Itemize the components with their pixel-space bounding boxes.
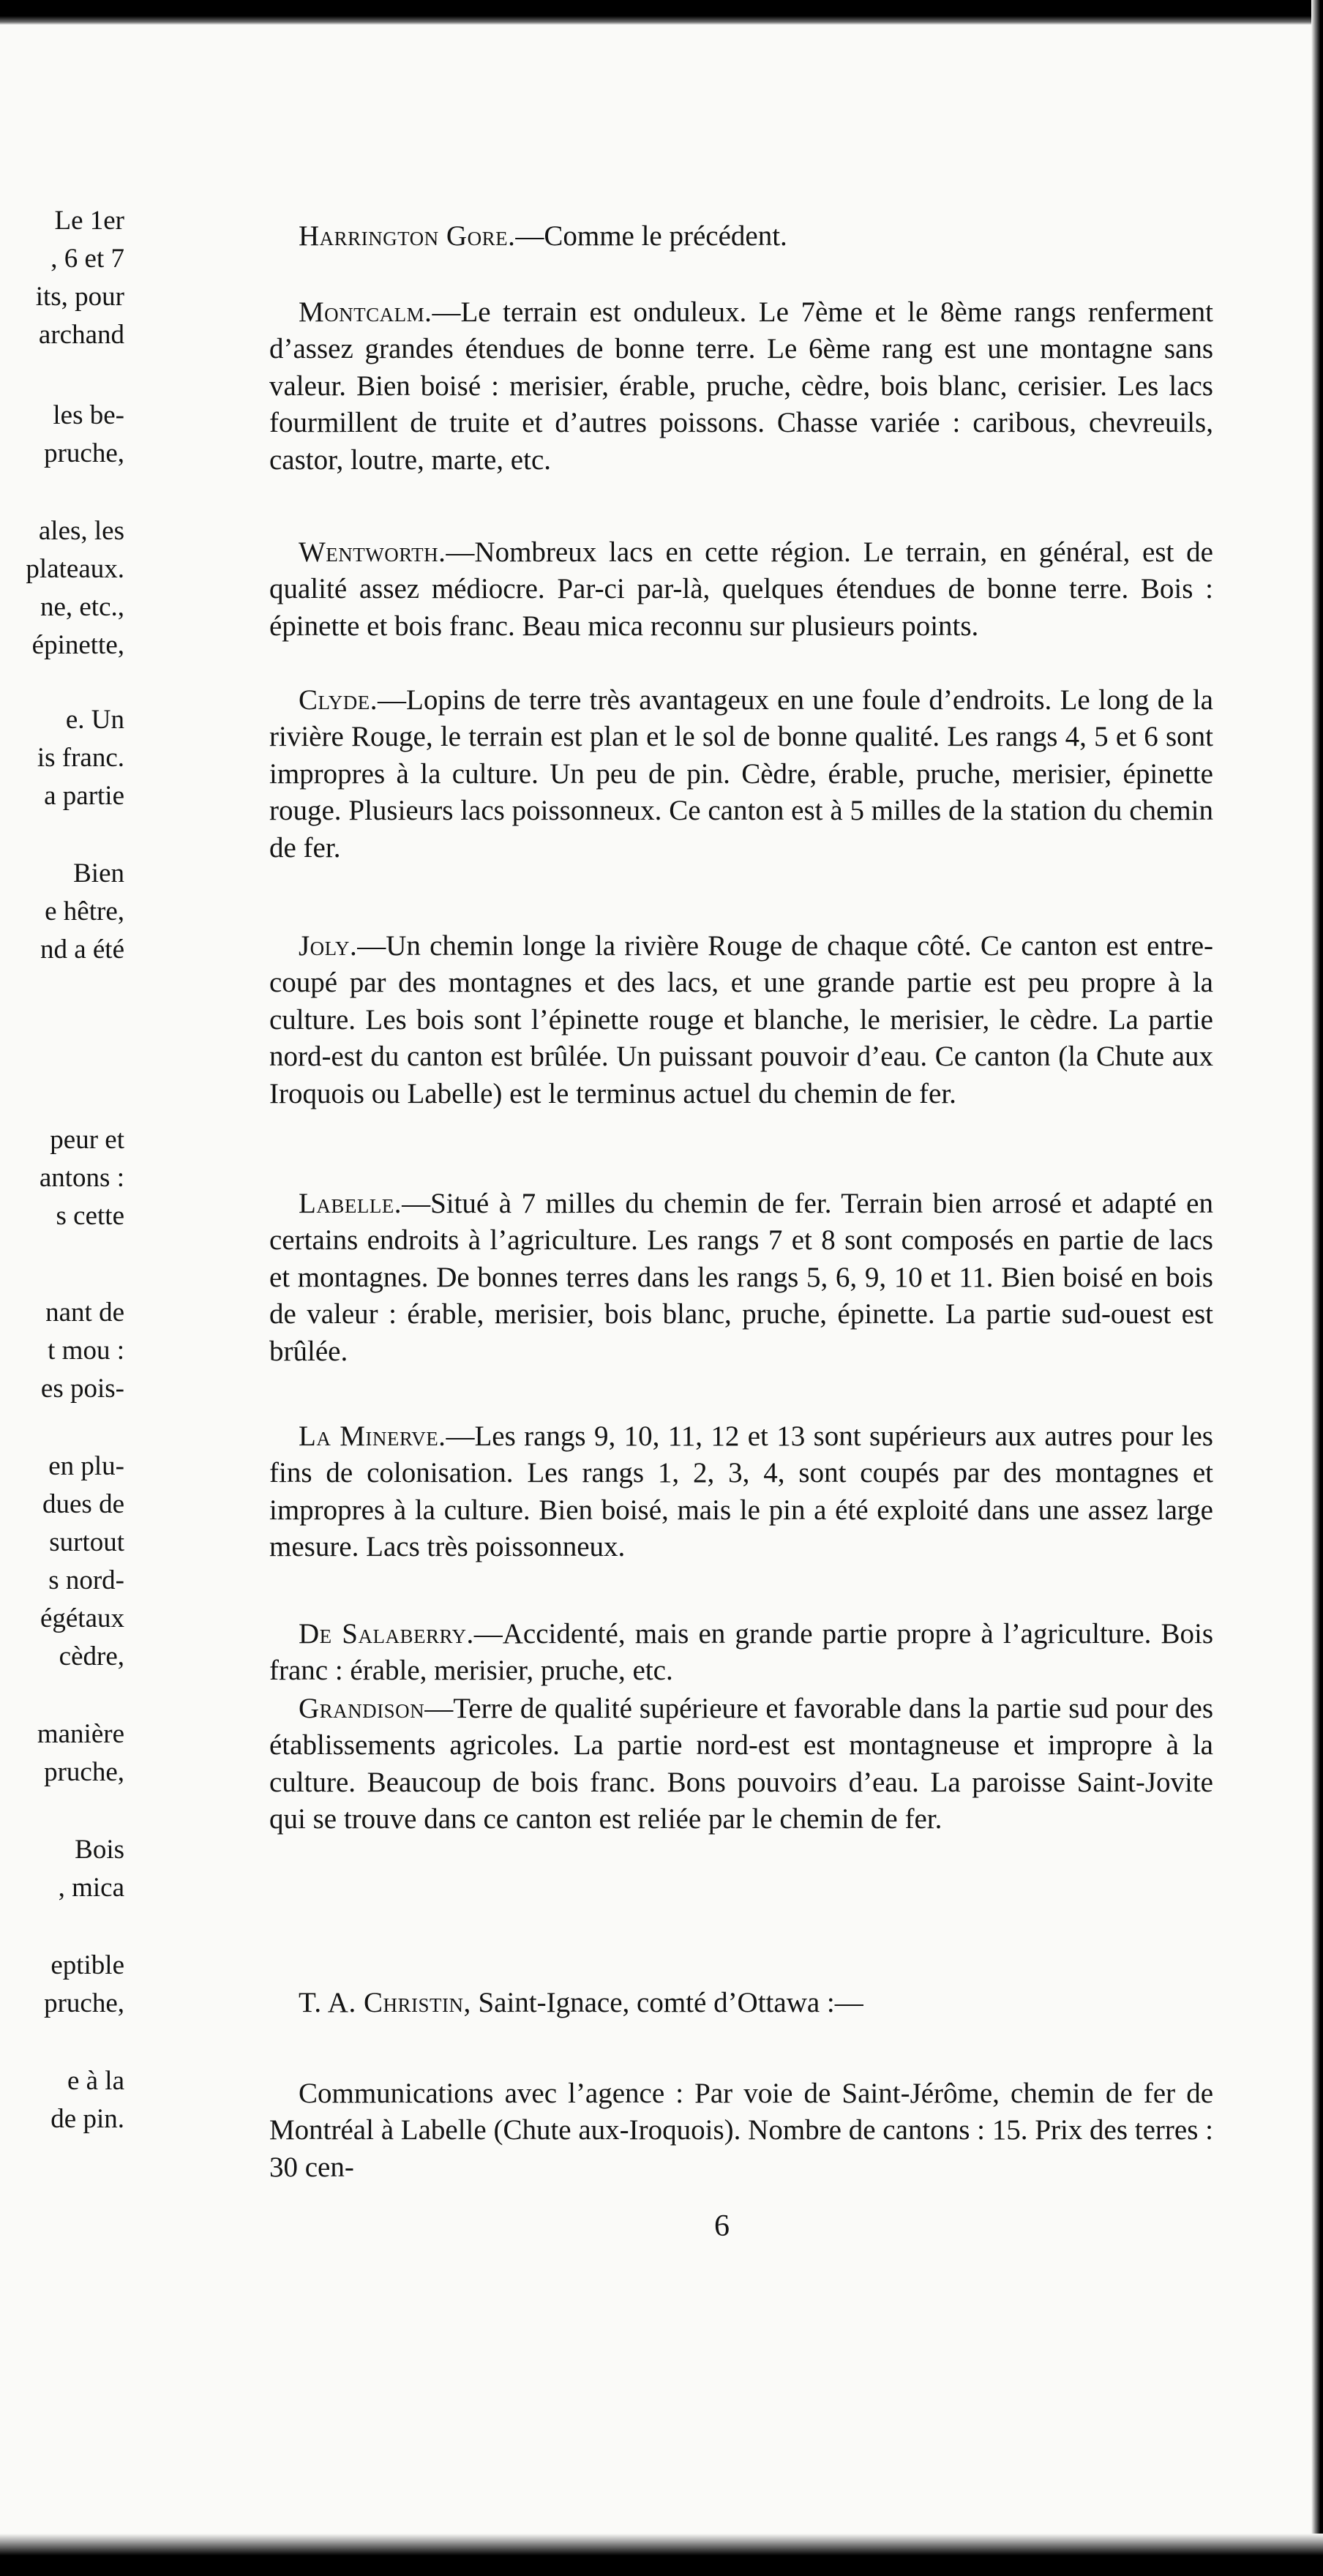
- paragraph-text: —Lopins de terre très avantageux en une foule d’endroits. Le long de la rivière Rouge, le terrain est plan et le sol de bonne qualité. Les rangs 4, 5 et 6 sont impropres à la culture. Un peu de pin. Cèdre, érable, pruche, merisier, épinette rouge. Plusieurs lacs poissonneux. Ce canton est à 5 milles de la station du chemin de fer.: [269, 684, 1213, 864]
- gutter-text-fragment: e. Un: [65, 705, 124, 735]
- gutter-text-fragment: nant de: [45, 1298, 124, 1328]
- gutter-text-fragment: antons :: [39, 1163, 124, 1193]
- canton-name: Clyde.: [299, 684, 378, 716]
- gutter-text-fragment: de pin.: [50, 2104, 124, 2134]
- gutter-text-fragment: épinette,: [31, 630, 124, 660]
- left-page-fragment: [0, 0, 146, 2576]
- paragraph-text: Communications avec l’agence : Par voie de Saint-Jérôme, chemin de fer de Montréal à Labelle (Chute aux-Iroquois). Nombre de cantons : 15. Prix des terres : 30 cen-: [269, 2078, 1213, 2183]
- canton-name: De Salaberry.: [299, 1618, 474, 1650]
- paragraph: [269, 534, 1213, 645]
- canton-name: T. A. Christin,: [299, 1987, 471, 2018]
- gutter-text-fragment: ne, etc.,: [40, 592, 124, 622]
- paragraph: [269, 2075, 1213, 2186]
- gutter-text-fragment: ales, les: [38, 516, 124, 546]
- canton-name: Joly.: [299, 930, 358, 962]
- paragraph: [269, 682, 1213, 866]
- gutter-text-fragment: manière: [37, 1719, 124, 1749]
- gutter-text-fragment: e hêtre,: [45, 896, 124, 926]
- paragraph: [269, 1616, 1213, 1690]
- paragraph: [269, 1186, 1213, 1370]
- gutter-text-fragment: surtout: [49, 1527, 124, 1557]
- paragraph-text: Saint-Ignace, comté d’Ottawa :—: [471, 1987, 863, 2018]
- canton-name: La Minerve.: [299, 1420, 446, 1452]
- gutter-text-fragment: les be-: [53, 400, 124, 430]
- canton-name: Harrington Gore.: [299, 220, 516, 252]
- gutter-text-fragment: plateaux.: [26, 554, 124, 584]
- gutter-text-fragment: cèdre,: [59, 1641, 124, 1671]
- canton-name: Wentworth.: [299, 536, 446, 568]
- paragraph-text: —Un chemin longe la rivière Rouge de chaque côté. Ce canton est entre-coupé par des montagnes et des lacs, et une grande partie est peu propre à la culture. Les bois sont l’épinette rouge et blanche, le merisier, le cèdre. La partie nord-est du canton est brûlée. Un puissant pouvoir d’eau. Ce canton (la Chute aux Iroquois ou Labelle) est le terminus actuel du chemin de fer.: [269, 930, 1213, 1109]
- scan-top-edge: [0, 0, 1323, 25]
- gutter-text-fragment: t mou :: [48, 1336, 124, 1366]
- paragraph-text: —Le terrain est onduleux. Le 7ème et le 8ème rangs renferment d’assez grandes étendues de bonne terre. Le 6ème rang est une montagne sans valeur. Bien boisé : merisier, érable, pruche, cèdre, bois blanc, cerisier. Les lacs fourmillent de truite et d’autres poissons. Chasse variée : caribous, chevreuils, castor, loutre, marte, etc.: [269, 296, 1213, 476]
- gutter-text-fragment: es pois-: [40, 1374, 124, 1404]
- gutter-text-fragment: nd a été: [40, 935, 124, 965]
- paragraph-text: —Terre de qualité supérieure et favorable dans la partie sud pour des établissements agricoles. La partie nord-est est montagneuse et impropre à la culture. Beaucoup de bois franc. Bons pouvoirs d’eau. La paroisse Saint-Jovite qui se trouve dans ce canton est reliée par le chemin de fer.: [269, 1693, 1213, 1835]
- gutter-text-fragment: pruche,: [44, 1757, 124, 1787]
- paragraph: [269, 928, 1213, 1112]
- gutter-text-fragment: , 6 et 7: [50, 244, 124, 274]
- canton-name: Grandison: [299, 1693, 425, 1724]
- canton-name: Labelle.: [299, 1188, 402, 1219]
- gutter-text-fragment: s cette: [56, 1201, 124, 1231]
- paragraph-text: —Nombreux lacs en cette région. Le terrain, en général, est de qualité assez médiocre. Par-ci par-là, quelques étendues de bonne terre. Bois : épinette et bois franc. Beau mica reconnu sur plusieurs points.: [269, 536, 1213, 642]
- paragraph-text: —Accidenté, mais en grande partie propre à l’agriculture. Bois franc : érable, merisier, pruche, etc.: [269, 1618, 1213, 1687]
- scan-right-edge: [1311, 0, 1323, 2576]
- paragraph-text: —Situé à 7 milles du chemin de fer. Terrain bien arrosé et adapté en certains endroits à l’agriculture. Les rangs 7 et 8 sont composés en partie de lacs et montagnes. De bonnes terres dans les rangs 5, 6, 9, 10 et 11. Bien boisé en bois de valeur : érable, merisier, bois blanc, pruche, épinette. La partie sud-ouest est brûlée.: [269, 1188, 1213, 1367]
- gutter-text-fragment: a partie: [44, 781, 124, 811]
- gutter-text-fragment: , mica: [58, 1873, 124, 1903]
- scan-bottom-edge: [0, 2534, 1323, 2576]
- paragraph-text: —Les rangs 9, 10, 11, 12 et 13 sont supérieurs aux autres pour les fins de colonisation. Les rangs 1, 2, 3, 4, sont coupés par des montagnes et impropres à la culture. Bien boisé, mais le pin a été exploité dans une assez large mesure. Lacs très poissonneux.: [269, 1420, 1213, 1563]
- gutter-text-fragment: Bois: [75, 1835, 124, 1865]
- gutter-text-fragment: dues de: [42, 1489, 124, 1519]
- gutter-text-fragment: Bien: [73, 858, 124, 888]
- paragraph-text: —Comme le précédent.: [515, 220, 787, 252]
- gutter-text-fragment: Le 1er: [54, 206, 124, 236]
- gutter-text-fragment: peur et: [50, 1125, 124, 1155]
- canton-name: Montcalm.: [299, 296, 432, 328]
- gutter-text-fragment: eptible: [50, 1950, 124, 1980]
- gutter-text-fragment: archand: [38, 320, 124, 350]
- paragraph: [269, 1418, 1213, 1566]
- paragraph: [269, 294, 1213, 479]
- gutter-text-fragment: e à la: [67, 2066, 124, 2096]
- paragraph: [269, 218, 1213, 255]
- gutter-text-fragment: its, pour: [35, 282, 124, 312]
- gutter-text-fragment: pruche,: [44, 1988, 124, 2018]
- gutter-text-fragment: pruche,: [44, 438, 124, 468]
- gutter-text-fragment: égétaux: [40, 1603, 124, 1633]
- paragraph: [269, 1690, 1213, 1838]
- gutter-text-fragment: is franc.: [37, 743, 124, 773]
- gutter-text-fragment: s nord-: [48, 1565, 124, 1595]
- paragraph: [269, 1985, 1213, 2021]
- gutter-text-fragment: en plu-: [48, 1451, 124, 1481]
- page-number: 6: [714, 2209, 730, 2243]
